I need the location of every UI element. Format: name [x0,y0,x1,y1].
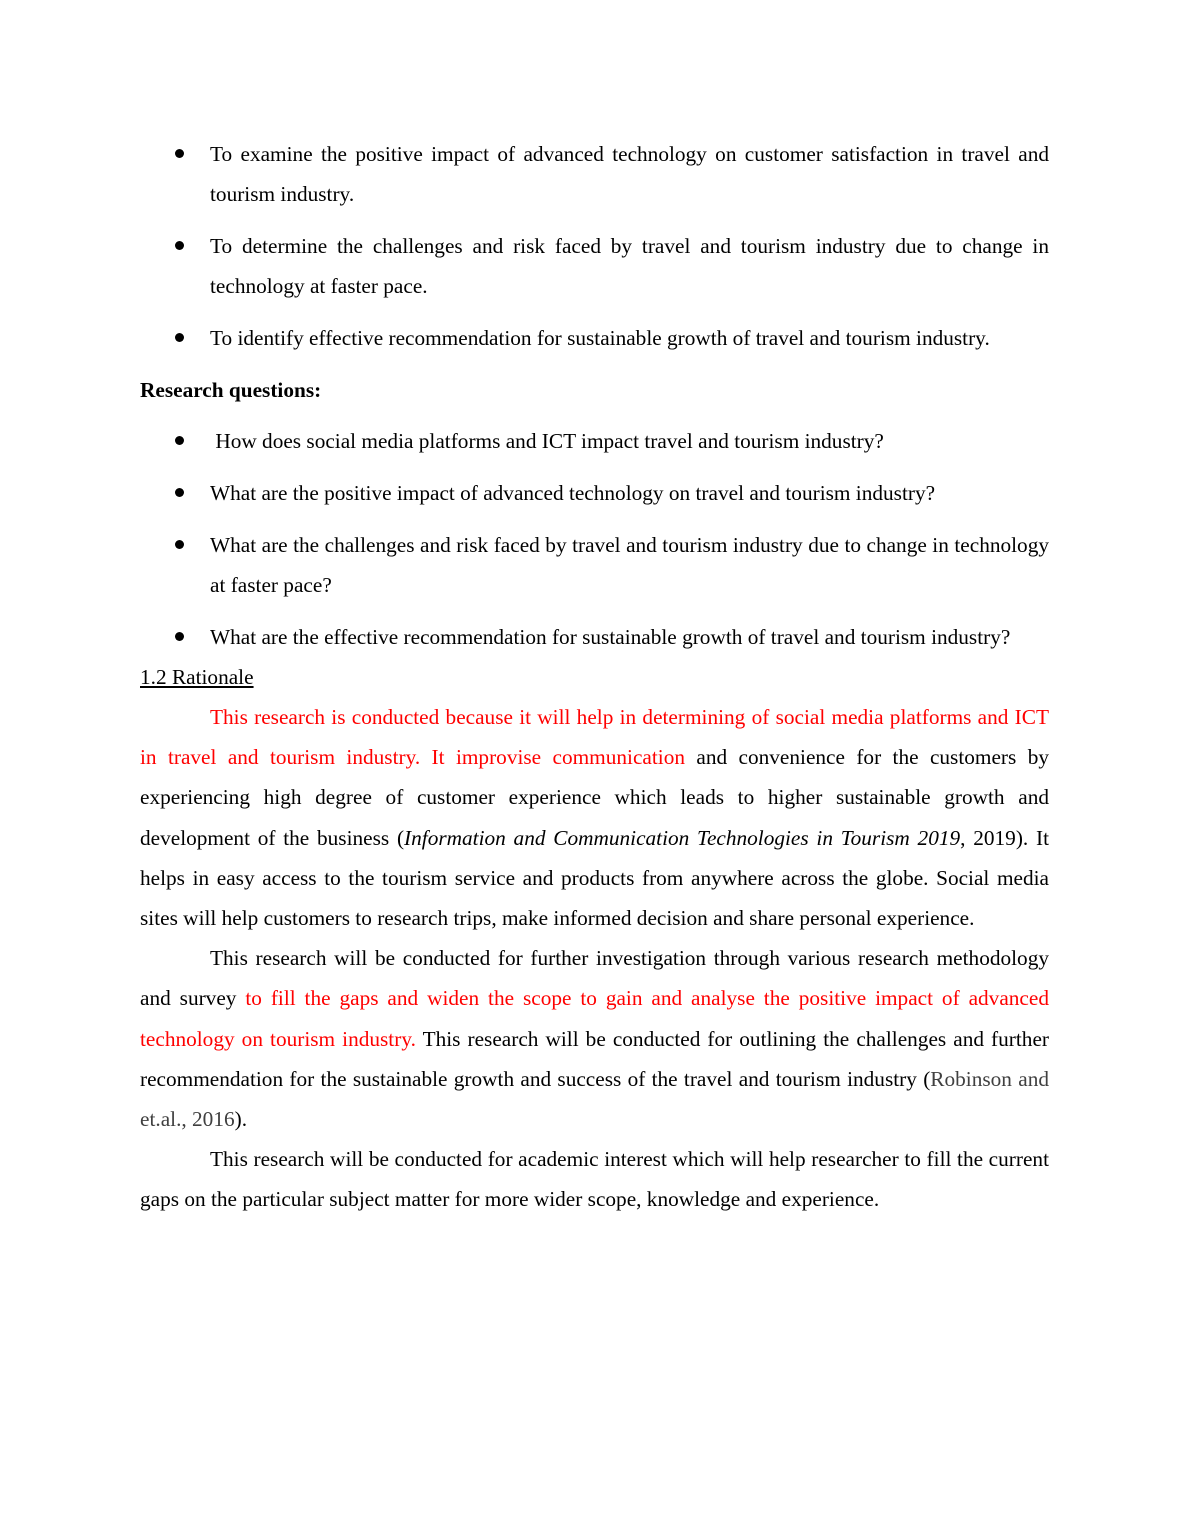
paragraph-text: This research will be conducted for further investigation through various research methodology and survey [140,946,1049,1011]
list-item [140,525,1049,605]
bullet-icon [175,149,184,158]
paragraph-text: , 2019). It helps in easy access to the tourism service and products from anywhere across the globe. Social media sites will help customers to research trips, make informed decision and share personal experience. [140,825,1050,930]
paragraph-text: ). [234,1106,248,1131]
document-page [140,134,1049,1220]
bullet-icon [175,632,184,641]
bullet-icon [175,241,184,250]
question-text: What are the effective recommendation for sustainable growth of travel and tourism industry? [210,624,1011,649]
question-text: How does social media platforms and ICT impact travel and tourism industry? [210,429,884,454]
list-item [140,134,1049,214]
bullet-icon [175,488,184,497]
research-questions-list [140,421,1049,657]
objectives-list [140,134,1049,358]
highlighted-text: to fill the gaps and widen the scope to gain and analyse the positive impact of advanced technology on tourism industry. [140,986,1049,1051]
objective-text: To determine the challenges and risk faced by travel and tourism industry due to change in technology at faster pace. [210,233,1049,299]
objective-text: To identify effective recommendation for sustainable growth of travel and tourism industry. [210,325,990,350]
list-item [140,473,1049,513]
rationale-paragraph-3: This research will be conducted for academic interest which will help researcher to fill the current gaps on the particular subject matter for more wider scope, knowledge and experience. [140,1147,1049,1212]
question-text: What are the positive impact of advanced technology on travel and tourism industry? [210,480,936,505]
highlighted-text: This research is conducted because it will help in determining of social media platforms and ICT in travel and tourism industry. It improvise communication [140,704,1049,770]
bullet-icon [175,436,184,445]
rationale-paragraph-1 [140,697,1049,938]
citation: Robinson and et.al., 2016 [140,1066,1049,1131]
citation-title: Information and Communication Technologies in Tourism 2019 [404,825,961,850]
paragraph-text: This research will be conducted for outlining the challenges and further recommendation for the sustainable growth and success of the travel and tourism industry ( [140,1026,1049,1091]
list-item [140,226,1049,306]
list-item [140,617,1049,657]
bullet-icon [175,540,184,549]
paragraph-text: and convenience for the customers by experiencing high degree of customer experience which leads to higher sustainable growth and development of the business ( [140,745,1049,850]
rationale-heading: 1.2 Rationale [140,664,254,689]
list-item [140,318,1049,358]
research-questions-heading: Research questions: [140,377,322,402]
list-item [140,421,1049,461]
objective-text: To examine the positive impact of advanced technology on customer satisfaction in travel and tourism industry. [210,142,1049,207]
question-text: What are the challenges and risk faced by travel and tourism industry due to change in technology at faster pace? [210,532,1049,597]
rationale-paragraph-2 [140,938,1049,1139]
bullet-icon [175,333,184,342]
